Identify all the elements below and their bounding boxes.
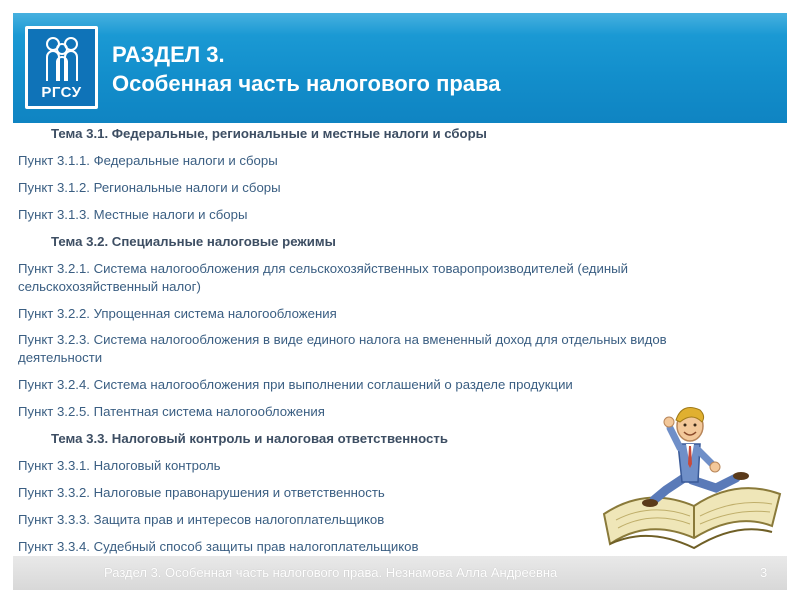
list-item: Пункт 3.1.1. Федеральные налоги и сборы [18, 153, 278, 168]
topic-heading: Тема 3.3. Налоговый контроль и налоговая ответственность [51, 431, 448, 446]
list-item: Пункт 3.2.5. Патентная система налогообложения [18, 404, 325, 419]
list-item: Пункт 3.3.3. Защита прав и интересов налогоплательщиков [18, 512, 385, 527]
logo-figures-icon [38, 35, 86, 83]
list-item: Пункт 3.1.2. Региональные налоги и сборы [18, 180, 281, 195]
logo-text: РГСУ [41, 84, 82, 101]
rgsu-logo [25, 26, 98, 109]
page-number: 3 [760, 565, 768, 580]
section-title: РАЗДЕЛ 3. [112, 42, 225, 67]
man-sitting-on-open-book-illustration [596, 386, 786, 551]
list-item: Пункт 3.2.2. Упрощенная система налогообложения [18, 306, 337, 321]
topic-heading: Тема 3.1. Федеральные, региональные и местные налоги и сборы [51, 126, 487, 141]
list-item: Пункт 3.2.3. Система налогообложения в виде единого налога на вмененный доход для отдельных видов деятельности [18, 332, 667, 365]
section-subtitle: Особенная часть налогового права [112, 71, 501, 96]
list-item: Пункт 3.1.3. Местные налоги и сборы [18, 207, 248, 222]
header-bar [13, 13, 787, 123]
list-item: Пункт 3.3.4. Судебный способ защиты прав налогоплательщиков [18, 539, 419, 554]
topic-heading: Тема 3.2. Специальные налоговые режимы [51, 234, 336, 249]
list-item: Пункт 3.3.1. Налоговый контроль [18, 458, 221, 473]
footer-text: Раздел 3. Особенная часть налогового права. Незнамова Алла Андреевна [104, 565, 558, 580]
list-item: Пункт 3.3.2. Налоговые правонарушения и ответственность [18, 485, 385, 500]
list-item: Пункт 3.2.1. Система налогообложения для сельскохозяйственных товаропроизводителей (единый сельскохозяйственный налог) [18, 261, 628, 294]
list-item: Пункт 3.2.4. Система налогообложения при выполнении соглашений о разделе продукции [18, 377, 573, 392]
